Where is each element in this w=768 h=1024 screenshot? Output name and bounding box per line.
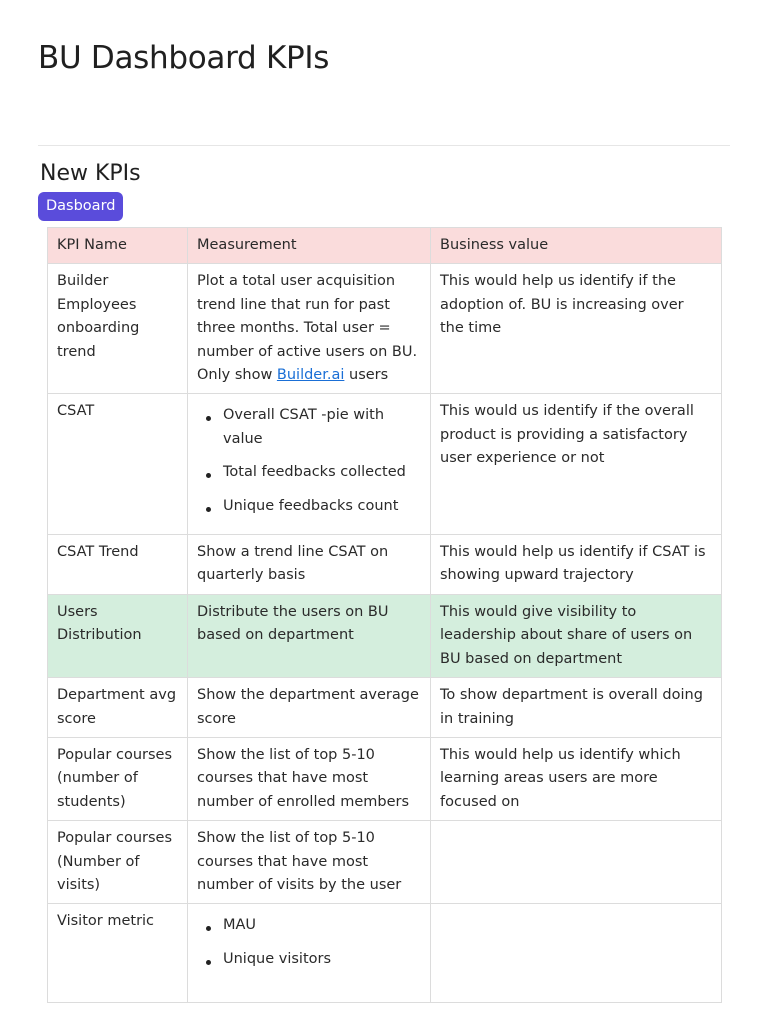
list-item: Total feedbacks collected	[223, 461, 421, 484]
kpi-name-cell: Visitor metric	[48, 904, 188, 1003]
kpi-name-cell: Users Distribution	[48, 594, 188, 677]
kpi-name-cell: Builder Employees onboarding trend	[48, 264, 188, 394]
kpi-name-cell: CSAT	[48, 394, 188, 535]
kpi-name-cell: Department avg score	[48, 678, 188, 738]
business-value-cell: This would help us identify which learning areas users are more focused on	[431, 737, 722, 820]
measurement-cell: Show the department average score	[188, 678, 431, 738]
table-row	[48, 904, 722, 1003]
measurement-text: Plot a total user acquisition trend line that run for past three months. Total user = number of active users on BU. Only show	[197, 273, 418, 384]
builder-ai-link[interactable]: Builder.ai	[276, 367, 345, 384]
page-title: BU Dashboard KPIs	[38, 40, 330, 76]
section-title: New KPIs	[40, 161, 141, 186]
divider	[38, 145, 730, 146]
measurement-cell: Show the list of top 5-10 courses that have most number of enrolled members	[188, 737, 431, 820]
measurement-cell: Distribute the users on BU based on department	[188, 594, 431, 677]
table-row	[48, 821, 722, 904]
business-value-cell: This would us identify if the overall product is providing a satisfactory user experience or not	[431, 394, 722, 535]
business-value-cell: This would help us identify if CSAT is showing upward trajectory	[431, 535, 722, 595]
table-header-row	[48, 228, 722, 264]
table-row	[48, 737, 722, 820]
measurement-cell: Show a trend line CSAT on quarterly basis	[188, 535, 431, 595]
header-measurement: Measurement	[188, 228, 431, 264]
business-value-cell: This would give visibility to leadership about share of users on BU based on department	[431, 594, 722, 677]
list-item: MAU	[223, 914, 421, 937]
business-value-cell: To show department is overall doing in training	[431, 678, 722, 738]
header-kpi-name: KPI Name	[48, 228, 188, 264]
business-value-cell	[431, 821, 722, 904]
list-item: Overall CSAT -pie with value	[223, 404, 421, 451]
measurement-list	[197, 404, 421, 518]
kpi-table	[47, 227, 722, 1003]
measurement-cell: Show the list of top 5-10 courses that have most number of visits by the user	[188, 821, 431, 904]
table-row	[48, 678, 722, 738]
business-value-cell	[431, 904, 722, 1003]
business-value-cell: This would help us identify if the adoption of. BU is increasing over the time	[431, 264, 722, 394]
measurement-text: users	[344, 367, 389, 384]
measurement-cell	[188, 264, 431, 394]
list-item: Unique visitors	[223, 948, 421, 971]
measurement-cell	[188, 394, 431, 535]
kpi-name-cell: CSAT Trend	[48, 535, 188, 595]
table-row-highlighted	[48, 594, 722, 677]
measurement-cell	[188, 904, 431, 1003]
header-business-value: Business value	[431, 228, 722, 264]
kpi-name-cell: Popular courses (number of students)	[48, 737, 188, 820]
kpi-name-cell: Popular courses (Number of visits)	[48, 821, 188, 904]
list-item: Unique feedbacks count	[223, 495, 421, 518]
measurement-list	[197, 914, 421, 971]
table-row	[48, 394, 722, 535]
table-row	[48, 535, 722, 595]
dashboard-tag[interactable]: Dasboard	[38, 192, 123, 221]
table-row	[48, 264, 722, 394]
